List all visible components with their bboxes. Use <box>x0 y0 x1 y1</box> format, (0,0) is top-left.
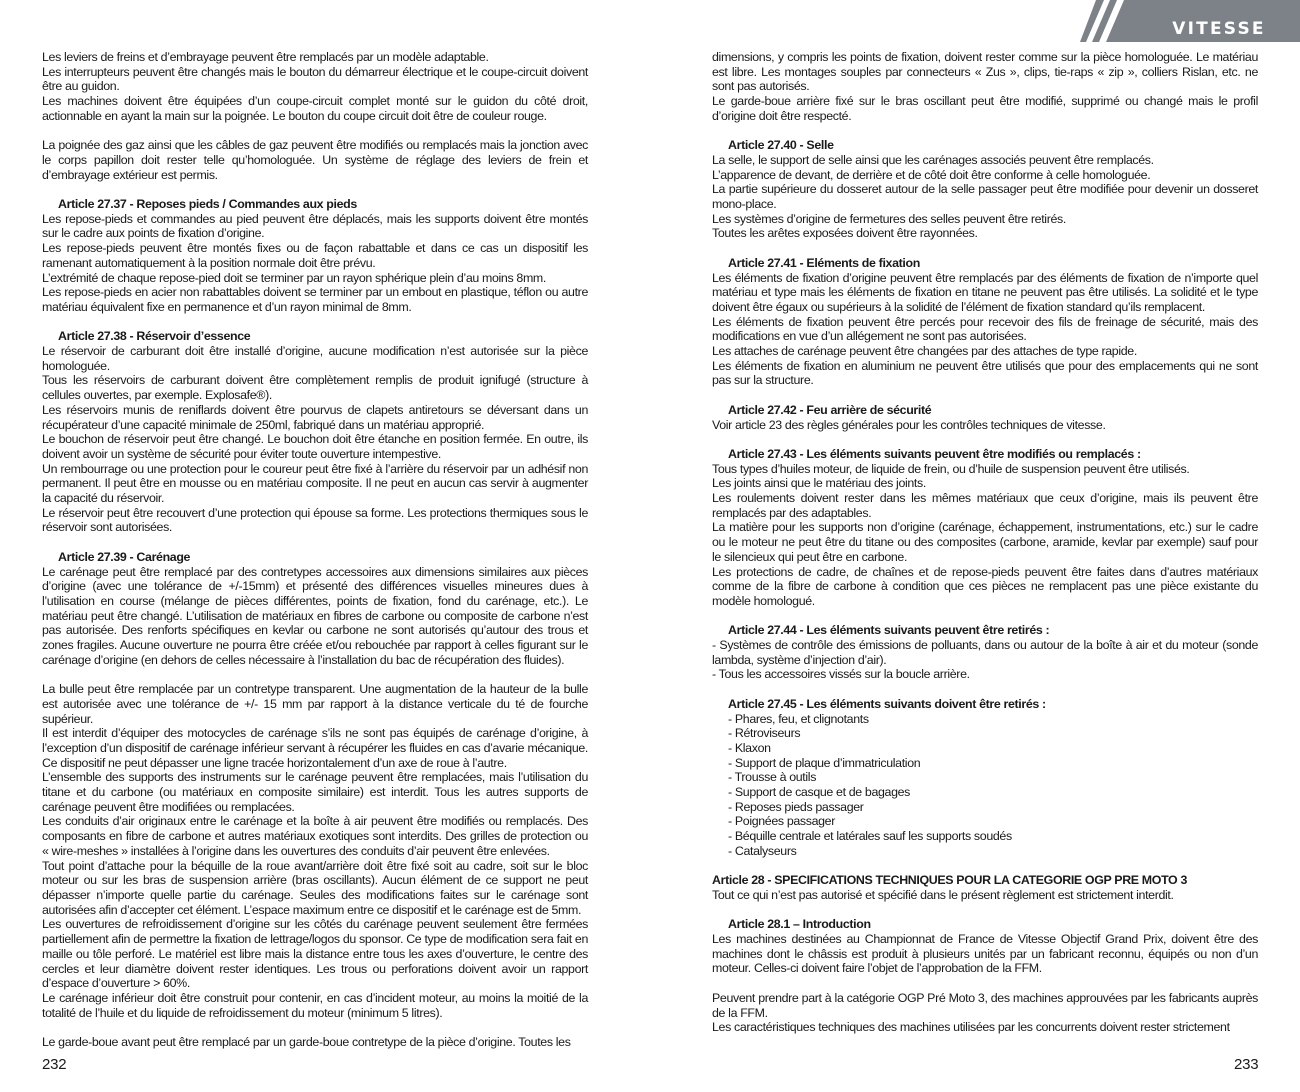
list-item: - Support de plaque d’immatriculation <box>728 755 921 770</box>
paragraph: Le garde-boue arrière fixé sur le bras oscillant peut être modifié, supprimé ou changé mais le profil d’origine doit être respecté. <box>712 94 1258 123</box>
paragraph: Les interrupteurs peuvent être changés mais le bouton du démarreur électrique et le coupe-circuit doivent être au guidon. <box>42 64 588 94</box>
article-27-37-heading: Article 27.37 - Reposes pieds / Commandes aux pieds <box>58 197 357 211</box>
article-27-39-heading: Article 27.39 - Carénage <box>58 549 191 564</box>
paragraph: Peuvent prendre part à la catégorie OGP Pré Moto 3, des machines approuvées par les fabricants auprès de la FFM. <box>712 990 1258 1020</box>
list-item: - Klaxon <box>728 740 771 755</box>
left-page-column <box>42 50 588 1050</box>
paragraph: Les joints ainsi que le matériau des joints. <box>712 476 926 491</box>
list-item: - Poignées passager <box>728 814 836 829</box>
paragraph: La poignée des gaz ainsi que les câbles de gaz peuvent être modifiés ou remplacés mais la jonction avec le corps papillon doit rester telle qu’homologuée. Un système de réglage des leviers de frein et d’embrayage extérieur est permis. <box>42 138 588 182</box>
section-banner <box>1080 0 1300 42</box>
paragraph: Les roulements doivent rester dans les mêmes matériaux que ceux d’origine, mais ils peuvent être remplacés par des adaptables. <box>712 491 1258 520</box>
paragraph: Les leviers de freins et d’embrayage peuvent être remplacés par un modèle adaptable. <box>42 50 489 64</box>
paragraph: Les réservoirs munis de reniflards doivent être pourvus de clapets antiretours se déversant dans un récupérateur d’une capacité minimale de 250ml, fabriqué dans un matériau approprié. <box>42 402 588 432</box>
paragraph: Les éléments de fixation en aluminium ne peuvent être utilisés que pour des emplacements qui ne sont pas sur la structure. <box>712 358 1258 388</box>
paragraph: Le carénage peut être remplacé par des contretypes accessoires aux dimensions similaires aux pièces d’origine (avec une tolérance de +/-15mm) et présenté des différences visuelles mineures dues à l’utilisation en course (mélange de pièces différentes, points de fixation, fond du carénage, etc.). Le matériau peut être changé. L’utilisation de matériaux en fibres de carbone ou composite de carbone n’est pas autorisée. Des renforts spécifiques en kevlar ou carbone ne sont autorisés qu’autour des trous et zones fragiles. Aucune ouverture ne pourra être créée et/ou rebouchée par rapport à celles figurant sur le carénage d’origine (en dehors de celles nécessaire à l’installation du bac de récupération des fluides). <box>42 564 588 667</box>
paragraph: Les éléments de fixation peuvent être percés pour recevoir des fils de freinage de sécurité, mais des modifications en vue d’un allégement ne sont pas autorisées. <box>712 314 1258 344</box>
list-item: - Support de casque et de bagages <box>728 785 911 800</box>
article-27-44-heading: Article 27.44 - Les éléments suivants peuvent être retirés : <box>728 623 1050 638</box>
list-item: - Béquille centrale et latérales sauf les supports soudés <box>728 829 1012 844</box>
paragraph: Les repose-pieds peuvent être montés fixes ou de façon rabattable et dans ce cas un dispositif les ramenant automatiquement à la position normale doit être prévu. <box>42 241 588 270</box>
article-28-heading: Article 28 - SPECIFICATIONS TECHNIQUES POUR LA CATEGORIE OGP PRE MOTO 3 <box>712 873 1187 888</box>
paragraph: Les protections de cadre, de chaînes et de repose-pieds peuvent être faites dans d’autres matériaux comme de la fibre de carbone à condition que ces pièces ne remplacent pas une pièce existante du modèle homologué. <box>712 564 1258 608</box>
paragraph: La bulle peut être remplacée par un contretype transparent. Une augmentation de la hauteur de la bulle est autorisée avec une tolérance de +/- 15 mm par rapport à la distance verticale du té de fourche supérieur. <box>42 682 588 726</box>
paragraph: Tout ce qui n’est pas autorisé et spécifié dans le présent règlement est strictement interdit. <box>712 887 1174 902</box>
list-item: - Catalyseurs <box>728 843 797 858</box>
article-27-40-heading: Article 27.40 - Selle <box>728 138 834 153</box>
paragraph: La matière pour les supports non d’origine (carénage, échappement, instrumentations, etc.) sur le cadre ou le moteur ne peut être du titane ou des composites (carbone, aramide, kevlar par exemple) sauf pour le silencieux qui peut être en carbone. <box>712 520 1258 564</box>
paragraph: Les systèmes d’origine de fermetures des selles peuvent être retirés. <box>712 211 1066 226</box>
paragraph: Un rembourrage ou une protection pour le coureur peut être fixé à l’arrière du réservoir par un adhésif non permanent. Il peut être en mousse ou en matériau composite. Il ne peut en aucun cas servir à augmenter la capacité du réservoir. <box>42 461 588 506</box>
paragraph: L’extrémité de chaque repose-pied doit se terminer par un rayon sphérique plein d’au moins 8mm. <box>42 270 546 285</box>
paragraph: La partie supérieure du dosseret autour de la selle passager peut être modifiée pour devenir un dosseret mono-place. <box>712 182 1258 212</box>
paragraph: Il est interdit d’équiper des motocycles de carénage s’ils ne sont pas équipés de carénage d’origine, à l’exception d’un dispositif de carénage inférieur servant à récupérer les fluides en cas d’avarie mécanique. Ce dispositif ne peut dépasser une ligne tracée horizontalement d’un axe de roue à l’autre. <box>42 726 588 770</box>
paragraph: Le réservoir de carburant doit être installé d’origine, aucune modification n’est autorisée sur la pièce homologuée. <box>42 344 588 373</box>
paragraph: La selle, le support de selle ainsi que les carénages associés peuvent être remplacés. <box>712 152 1154 167</box>
paragraph: Le garde-boue avant peut être remplacé par un garde-boue contretype de la pièce d’origine. Toutes les <box>42 1035 571 1050</box>
article-27-42-heading: Article 27.42 - Feu arrière de sécurité <box>728 402 932 417</box>
list-item: - Trousse à outils <box>728 770 817 785</box>
paragraph: L’apparence de devant, de derrière et de côté doit être conforme à celle homologuée. <box>712 167 1151 182</box>
paragraph: - Systèmes de contrôle des émissions de polluants, dans ou autour de la boîte à air et du moteur (sonde lambda, système d’injection d’air). <box>712 638 1258 667</box>
list-item: - Reposes pieds passager <box>728 799 864 814</box>
paragraph: L’ensemble des supports des instruments sur le carénage peuvent être remplacées, mais l’utilisation du titane et du carbone (ou matériaux en composite similaire) est interdit. Tous les autres supports de carénage peuvent être modifiées ou remplacées. <box>42 770 588 814</box>
paragraph: dimensions, y compris les points de fixation, doivent rester comme sur la pièce homologuée. Le matériau est libre. Les montages souples par connecteurs « Zus », clips, tie-raps « zip », colliers Rislan, etc. ne sont pas autorisés. <box>712 50 1258 94</box>
article-27-38-heading: Article 27.38 - Réservoir d’essence <box>58 329 251 344</box>
paragraph: Les machines destinées au Championnat de France de Vitesse Objectif Grand Prix, doivent être des machines dont le châssis est produit à plusieurs unités par un fabricant reconnu, équipés ou non d’un moteur. Celles-ci doivent faire l’objet de l’approbation de la FFM. <box>712 932 1258 976</box>
paragraph: Les repose-pieds et commandes au pied peuvent être déplacés, mais les supports doivent être montés sur le cadre aux points de fixation d’origine. <box>42 211 588 241</box>
paragraph: Le carénage inférieur doit être construit pour contenir, en cas d’incident moteur, au moins la moitié de la totalité de l’huile et du liquide de refroidissement du moteur (minimum 5 litres). <box>42 990 588 1020</box>
paragraph: Les conduits d’air originaux entre le carénage et la boîte à air peuvent être modifiés ou remplacés. Des composants en fibre de carbone et autres matériaux exotiques sont interdits. Des grilles de protection ou « wire-meshes » installées à l’origine dans les ouvertures des conduits d’air peuvent être enlevées. <box>42 814 588 858</box>
paragraph: Le réservoir peut être recouvert d’une protection qui épouse sa forme. Les protections thermiques sous le réservoir sont autorisées. <box>42 505 588 535</box>
article-28-1-heading: Article 28.1 – Introduction <box>728 917 871 932</box>
paragraph: Les attaches de carénage peuvent être changées par des attaches de type rapide. <box>712 344 1137 359</box>
paragraph: Voir article 23 des règles générales pour les contrôles techniques de vitesse. <box>712 417 1106 432</box>
article-27-41-heading: Article 27.41 - Eléments de fixation <box>728 255 920 270</box>
list-item: - Rétroviseurs <box>728 726 801 741</box>
paragraph: Tous types d’huiles moteur, de liquide de frein, ou d’huile de suspension peuvent être utilisés. <box>712 461 1190 476</box>
list-item: - Phares, feu, et clignotants <box>728 711 869 726</box>
article-27-45-heading: Article 27.45 - Les éléments suivants doivent être retirés : <box>728 696 1046 711</box>
paragraph: Les caractéristiques techniques des machines utilisées par les concurrents doivent rester strictement <box>712 1020 1230 1035</box>
paragraph: Le bouchon de réservoir peut être changé. Le bouchon doit être étanche en position fermée. En outre, ils doivent avoir un système de sécurité pour éviter toute ouverture intempestive. <box>42 432 588 461</box>
paragraph: Les machines doivent être équipées d’un coupe-circuit complet monté sur le guidon du côté droit, actionnable en ayant la main sur la poignée. Le bouton du coupe circuit doit être de couleur rouge. <box>42 94 588 123</box>
paragraph: Les ouvertures de refroidissement d’origine sur les côtés du carénage peuvent seulement être fermées partiellement afin de permettre la fixation de lettrage/logos du sponsor. Ce type de modification sera fait en maille ou tôle perforé. Le matériel est libre mais la distance entre tous les axes d’ouverture, le centre des cercles et leur diamètre doivent rester identiques. Les trous ou perforations doivent avoir un rapport d’espace d’ouverture > 60%. <box>42 917 588 991</box>
paragraph: Les éléments de fixation d’origine peuvent être remplacés par des éléments de fixation de n’importe quel matériau et type mais les éléments de fixation en titane ne peuvent pas être utilisés. La solidité et le type doivent être égaux ou supérieurs à la solidité de l’élément de fixation standard qu’ils remplacent. <box>712 270 1258 314</box>
page-number-right: 233 <box>1234 1056 1259 1073</box>
paragraph: - Tous les accessoires vissés sur la boucle arrière. <box>712 667 970 682</box>
page-number-left: 232 <box>42 1056 67 1073</box>
paragraph: Les repose-pieds en acier non rabattables doivent se terminer par un embout en plastique, téflon ou autre matériau équivalent fixe en permanence et d’un rayon minimal de 8mm. <box>42 285 588 314</box>
paragraph: Tout point d’attache pour la béquille de la roue avant/arrière doit être fixé soit au cadre, soit sur le bloc moteur ou sur les bras de suspension arrière (bras oscillants). Aucun élément de ce support ne peut dépasser n’importe quelle partie du carénage. Seules des modifications faites sur le carénage sont autorisées afin d’accepter cet élément. L’espace maximum entre ce dispositif et le carénage est de 5mm. <box>42 858 588 917</box>
paragraph: Toutes les arêtes exposées doivent être rayonnées. <box>712 226 978 241</box>
paragraph: Tous les réservoirs de carburant doivent être complètement remplis de produit ignifugé (structure à cellules ouvertes, par exemple. Explosafe®). <box>42 373 588 403</box>
right-page-column <box>712 50 1258 1035</box>
section-title: VITESSE <box>1172 19 1266 39</box>
article-27-43-heading: Article 27.43 - Les éléments suivants peuvent être modifiés ou remplacés : <box>728 446 1141 461</box>
